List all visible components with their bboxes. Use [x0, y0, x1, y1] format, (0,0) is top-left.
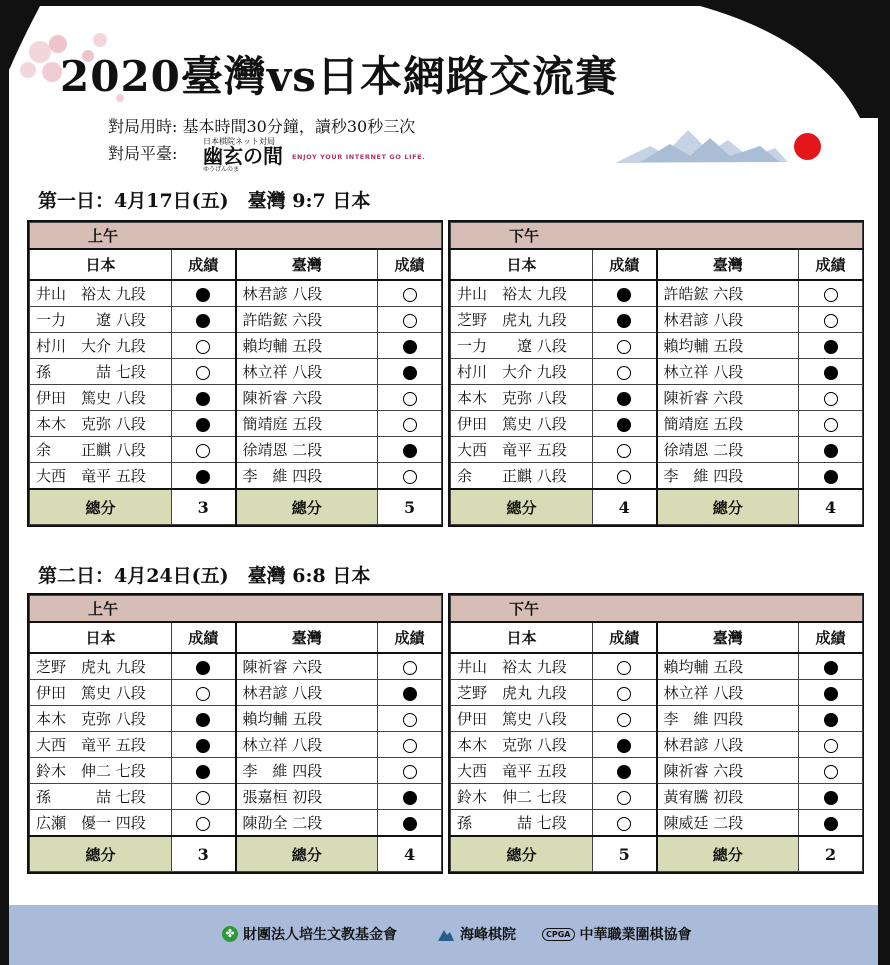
japan-result [593, 653, 657, 680]
sponsor-peisheng-label: 財團法人培生文教基金會 [243, 927, 397, 943]
table-row [30, 758, 442, 784]
white-stone-icon [196, 791, 210, 805]
session-label: 上午 [88, 600, 119, 618]
total-row [30, 836, 442, 872]
white-stone-icon [824, 392, 838, 406]
table-row [451, 280, 863, 307]
taiwan-result [799, 411, 863, 437]
col-header-taiwan: 臺灣 [236, 249, 378, 280]
japan-result [593, 810, 657, 837]
japan-player: 一力 遼 八段 [451, 333, 593, 359]
japan-result [593, 437, 657, 463]
taiwan-player: 李 維 四段 [236, 463, 378, 490]
japan-total: 3 [172, 836, 236, 872]
white-stone-icon [196, 340, 210, 354]
japan-result [593, 333, 657, 359]
table-row [30, 680, 442, 706]
col-header-result: 成績 [593, 249, 657, 280]
col-header-result: 成績 [172, 622, 236, 653]
table-row [30, 385, 442, 411]
taiwan-result [799, 653, 863, 680]
taiwan-player: 簡靖庭 五段 [657, 411, 799, 437]
taiwan-result [799, 706, 863, 732]
table-row [30, 280, 442, 307]
black-stone-icon [824, 791, 838, 805]
japan-player: 村川 大介 九段 [451, 359, 593, 385]
session-label: 上午 [88, 227, 119, 245]
table-row [451, 810, 863, 837]
taiwan-result [378, 359, 442, 385]
table-row [451, 307, 863, 333]
white-stone-icon [617, 687, 631, 701]
japan-total: 4 [593, 489, 657, 525]
day1-afternoon-panel [448, 220, 864, 527]
total-label: 總分 [30, 836, 172, 872]
taiwan-result [799, 280, 863, 307]
table-row [30, 333, 442, 359]
white-stone-icon [403, 765, 417, 779]
mountain-icon [610, 118, 790, 168]
taiwan-player: 陳劭全 二段 [236, 810, 378, 837]
japan-total: 3 [172, 489, 236, 525]
taiwan-player: 黃宥騰 初段 [657, 784, 799, 810]
taiwan-total: 4 [378, 836, 442, 872]
black-stone-icon [403, 340, 417, 354]
taiwan-player: 李 維 四段 [236, 758, 378, 784]
taiwan-result [378, 280, 442, 307]
japan-player: 本木 克弥 八段 [30, 706, 172, 732]
total-label: 總分 [236, 836, 378, 872]
japan-player: 芝野 虎丸 九段 [451, 307, 593, 333]
table-row [451, 732, 863, 758]
black-stone-icon [617, 288, 631, 302]
japan-player: 伊田 篤史 八段 [451, 411, 593, 437]
japan-result [172, 680, 236, 706]
white-stone-icon [196, 817, 210, 831]
table-row [30, 653, 442, 680]
clover-icon: ✤ [222, 926, 238, 942]
black-stone-icon [196, 470, 210, 484]
japan-player: 余 正麒 八段 [451, 463, 593, 490]
time-value: 基本時間30分鐘，讀秒30秒三次 [182, 117, 416, 136]
black-stone-icon [403, 817, 417, 831]
japan-player: 伊田 篤史 八段 [30, 680, 172, 706]
japan-player: 本木 克弥 八段 [451, 385, 593, 411]
taiwan-result [799, 732, 863, 758]
japan-result [172, 706, 236, 732]
taiwan-player: 林立祥 八段 [236, 732, 378, 758]
japan-player: 大西 竜平 五段 [30, 732, 172, 758]
taiwan-player: 李 維 四段 [657, 463, 799, 490]
black-stone-icon [824, 340, 838, 354]
japan-result [172, 784, 236, 810]
session-label: 下午 [509, 600, 540, 618]
japan-player: 余 正麒 八段 [30, 437, 172, 463]
black-stone-icon [824, 817, 838, 831]
logo-small-text: 日本棋院ネット対局 [203, 137, 275, 146]
japan-player: 井山 裕太 九段 [30, 280, 172, 307]
table-row [30, 359, 442, 385]
black-stone-icon [824, 713, 838, 727]
day2-afternoon-panel [448, 593, 864, 874]
taiwan-result [378, 810, 442, 837]
japan-result [172, 732, 236, 758]
session-header [30, 223, 442, 250]
japan-result [172, 411, 236, 437]
black-stone-icon [196, 713, 210, 727]
table-row [30, 732, 442, 758]
black-stone-icon [196, 661, 210, 675]
japan-result [593, 359, 657, 385]
japan-player: 伊田 篤史 八段 [30, 385, 172, 411]
japan-result [172, 653, 236, 680]
yugen-logo [203, 137, 293, 173]
white-stone-icon [196, 444, 210, 458]
table-row [451, 463, 863, 490]
taiwan-player: 陳祈睿 六段 [236, 385, 378, 411]
taiwan-player: 徐靖恩 二段 [236, 437, 378, 463]
japan-player: 孫 喆 七段 [30, 359, 172, 385]
white-stone-icon [617, 791, 631, 805]
table-row [30, 307, 442, 333]
table-row [30, 437, 442, 463]
table-row [451, 784, 863, 810]
white-stone-icon [617, 713, 631, 727]
taiwan-player: 簡靖庭 五段 [236, 411, 378, 437]
sponsor-peisheng [222, 924, 397, 944]
taiwan-result [378, 758, 442, 784]
white-stone-icon [403, 288, 417, 302]
white-stone-icon [403, 418, 417, 432]
total-row [30, 489, 442, 525]
col-header-japan: 日本 [451, 249, 593, 280]
japan-result [172, 333, 236, 359]
taiwan-player: 陳祈睿 六段 [657, 385, 799, 411]
black-stone-icon [403, 687, 417, 701]
taiwan-result [799, 463, 863, 490]
session-label: 下午 [509, 227, 540, 245]
taiwan-player: 林君諺 八段 [236, 280, 378, 307]
taiwan-result [378, 411, 442, 437]
black-stone-icon [403, 366, 417, 380]
sponsor-haifeng-label: 海峰棋院 [460, 927, 516, 943]
day1-heading: 第一日：4月17日(五) 臺灣 9:7 日本 [38, 190, 371, 212]
taiwan-player: 李 維 四段 [657, 706, 799, 732]
taiwan-player: 許皓鋐 六段 [657, 280, 799, 307]
japan-result [172, 758, 236, 784]
japan-player: 広瀬 優一 四段 [30, 810, 172, 837]
taiwan-player: 徐靖恩 二段 [657, 437, 799, 463]
japan-player: 孫 喆 七段 [451, 810, 593, 837]
taiwan-result [799, 810, 863, 837]
col-header-result: 成績 [593, 622, 657, 653]
japan-result [172, 280, 236, 307]
total-label: 總分 [451, 489, 593, 525]
black-stone-icon [196, 392, 210, 406]
japan-result [593, 758, 657, 784]
white-stone-icon [403, 470, 417, 484]
white-stone-icon [824, 314, 838, 328]
black-stone-icon [196, 765, 210, 779]
table-row [451, 653, 863, 680]
taiwan-total: 4 [799, 489, 863, 525]
platform-line [108, 141, 177, 164]
taiwan-result [378, 732, 442, 758]
time-control-line [108, 114, 415, 137]
white-stone-icon [824, 739, 838, 753]
japan-player: 伊田 篤史 八段 [451, 706, 593, 732]
day1-morning-panel [27, 220, 443, 527]
day2-morning-panel [27, 593, 443, 874]
sponsor-cpga-label: 中華職業圍棋協會 [579, 927, 692, 943]
taiwan-result [799, 758, 863, 784]
white-stone-icon [824, 765, 838, 779]
table-row [451, 385, 863, 411]
table-row [30, 784, 442, 810]
taiwan-result [799, 680, 863, 706]
taiwan-player: 賴均輔 五段 [657, 653, 799, 680]
col-header-result: 成績 [799, 249, 863, 280]
japan-player: 孫 喆 七段 [30, 784, 172, 810]
taiwan-player: 張嘉桓 初段 [236, 784, 378, 810]
sponsor-haifeng [437, 924, 516, 944]
col-header-taiwan: 臺灣 [236, 622, 378, 653]
japan-result [593, 463, 657, 490]
japan-result [172, 307, 236, 333]
japan-result [172, 385, 236, 411]
table-row [451, 706, 863, 732]
japan-result [593, 307, 657, 333]
taiwan-result [799, 307, 863, 333]
white-stone-icon [617, 817, 631, 831]
col-header-taiwan: 臺灣 [657, 622, 799, 653]
taiwan-result [799, 333, 863, 359]
taiwan-player: 賴均輔 五段 [236, 706, 378, 732]
taiwan-player: 林立祥 八段 [657, 359, 799, 385]
taiwan-result [799, 437, 863, 463]
table-row [30, 463, 442, 490]
taiwan-result [799, 385, 863, 411]
japan-player: 井山 裕太 九段 [451, 653, 593, 680]
japan-result [593, 280, 657, 307]
black-stone-icon [824, 444, 838, 458]
japan-player: 大西 竜平 五段 [451, 437, 593, 463]
taiwan-player: 林君諺 八段 [236, 680, 378, 706]
black-stone-icon [196, 314, 210, 328]
japan-result [172, 437, 236, 463]
page-title: 2020臺灣vs日本網路交流賽 [60, 52, 618, 101]
sun-icon [794, 133, 821, 160]
taiwan-player: 陳祈睿 六段 [657, 758, 799, 784]
cpga-badge: CPGA [542, 928, 575, 941]
white-stone-icon [403, 314, 417, 328]
session-header [30, 596, 442, 623]
white-stone-icon [617, 366, 631, 380]
japan-total: 5 [593, 836, 657, 872]
taiwan-player: 林君諺 八段 [657, 732, 799, 758]
table-row [451, 411, 863, 437]
col-header-result: 成績 [378, 249, 442, 280]
mountain-icon [437, 926, 455, 942]
taiwan-player: 林君諺 八段 [657, 307, 799, 333]
japan-result [593, 680, 657, 706]
black-stone-icon [196, 739, 210, 753]
black-stone-icon [617, 314, 631, 328]
white-stone-icon [403, 661, 417, 675]
total-label: 總分 [657, 489, 799, 525]
white-stone-icon [824, 418, 838, 432]
total-label: 總分 [236, 489, 378, 525]
taiwan-result [378, 784, 442, 810]
col-header-japan: 日本 [30, 249, 172, 280]
taiwan-total: 5 [378, 489, 442, 525]
total-label: 總分 [657, 836, 799, 872]
white-stone-icon [403, 392, 417, 406]
white-stone-icon [403, 739, 417, 753]
black-stone-icon [617, 765, 631, 779]
black-stone-icon [617, 418, 631, 432]
taiwan-result [799, 784, 863, 810]
white-stone-icon [196, 366, 210, 380]
col-header-japan: 日本 [30, 622, 172, 653]
table-row [451, 333, 863, 359]
table-row [451, 680, 863, 706]
japan-result [593, 411, 657, 437]
total-label: 總分 [451, 836, 593, 872]
total-row [451, 489, 863, 525]
black-stone-icon [617, 739, 631, 753]
black-stone-icon [824, 366, 838, 380]
table-row [451, 437, 863, 463]
white-stone-icon [617, 444, 631, 458]
taiwan-result [378, 333, 442, 359]
white-stone-icon [617, 340, 631, 354]
sponsor-cpga [542, 924, 692, 944]
taiwan-player: 許皓鋐 六段 [236, 307, 378, 333]
total-label: 總分 [30, 489, 172, 525]
col-header-result: 成績 [799, 622, 863, 653]
taiwan-player: 賴均輔 五段 [236, 333, 378, 359]
japan-result [593, 706, 657, 732]
japan-player: 本木 克弥 八段 [30, 411, 172, 437]
white-stone-icon [617, 470, 631, 484]
taiwan-result [378, 653, 442, 680]
black-stone-icon [617, 392, 631, 406]
taiwan-result [378, 463, 442, 490]
japan-result [593, 385, 657, 411]
white-stone-icon [824, 288, 838, 302]
table-row [30, 706, 442, 732]
logo-tagline: ENJOY YOUR INTERNET GO LIFE. [292, 153, 426, 161]
japan-player: 鈴木 伸二 七段 [451, 784, 593, 810]
white-stone-icon [403, 713, 417, 727]
table-row [30, 810, 442, 837]
col-header-result: 成績 [378, 622, 442, 653]
black-stone-icon [403, 791, 417, 805]
japan-result [593, 732, 657, 758]
black-stone-icon [196, 288, 210, 302]
taiwan-result [378, 680, 442, 706]
japan-result [593, 784, 657, 810]
white-stone-icon [196, 687, 210, 701]
japan-player: 鈴木 伸二 七段 [30, 758, 172, 784]
platform-label: 對局平臺: [108, 144, 178, 163]
japan-result [172, 359, 236, 385]
col-header-result: 成績 [172, 249, 236, 280]
taiwan-result [378, 437, 442, 463]
session-header [451, 596, 863, 623]
table-row [30, 411, 442, 437]
japan-player: 大西 竜平 五段 [451, 758, 593, 784]
black-stone-icon [824, 687, 838, 701]
taiwan-player: 林立祥 八段 [657, 680, 799, 706]
japan-player: 芝野 虎丸 九段 [451, 680, 593, 706]
japan-result [172, 810, 236, 837]
taiwan-result [378, 307, 442, 333]
taiwan-result [799, 359, 863, 385]
total-row [451, 836, 863, 872]
japan-player: 大西 竜平 五段 [30, 463, 172, 490]
taiwan-player: 陳威廷 二段 [657, 810, 799, 837]
col-header-japan: 日本 [451, 622, 593, 653]
japan-player: 芝野 虎丸 九段 [30, 653, 172, 680]
black-stone-icon [403, 444, 417, 458]
black-stone-icon [824, 661, 838, 675]
time-label: 對局用時: [108, 117, 178, 136]
black-stone-icon [824, 470, 838, 484]
taiwan-player: 陳祈睿 六段 [236, 653, 378, 680]
taiwan-player: 賴均輔 五段 [657, 333, 799, 359]
taiwan-result [378, 706, 442, 732]
table-row [451, 758, 863, 784]
day2-heading: 第二日：4月24日(五) 臺灣 6:8 日本 [38, 565, 371, 587]
logo-main-text: 幽玄の間 [203, 144, 283, 168]
table-row [451, 359, 863, 385]
taiwan-result [378, 385, 442, 411]
session-header [451, 223, 863, 250]
japan-result [172, 463, 236, 490]
logo-sub-text: ゆうげんのま [203, 166, 240, 173]
japan-player: 井山 裕太 九段 [451, 280, 593, 307]
japan-player: 本木 克弥 八段 [451, 732, 593, 758]
col-header-taiwan: 臺灣 [657, 249, 799, 280]
taiwan-player: 林立祥 八段 [236, 359, 378, 385]
black-stone-icon [196, 418, 210, 432]
white-stone-icon [617, 661, 631, 675]
japan-player: 村川 大介 九段 [30, 333, 172, 359]
japan-player: 一力 遼 八段 [30, 307, 172, 333]
taiwan-total: 2 [799, 836, 863, 872]
